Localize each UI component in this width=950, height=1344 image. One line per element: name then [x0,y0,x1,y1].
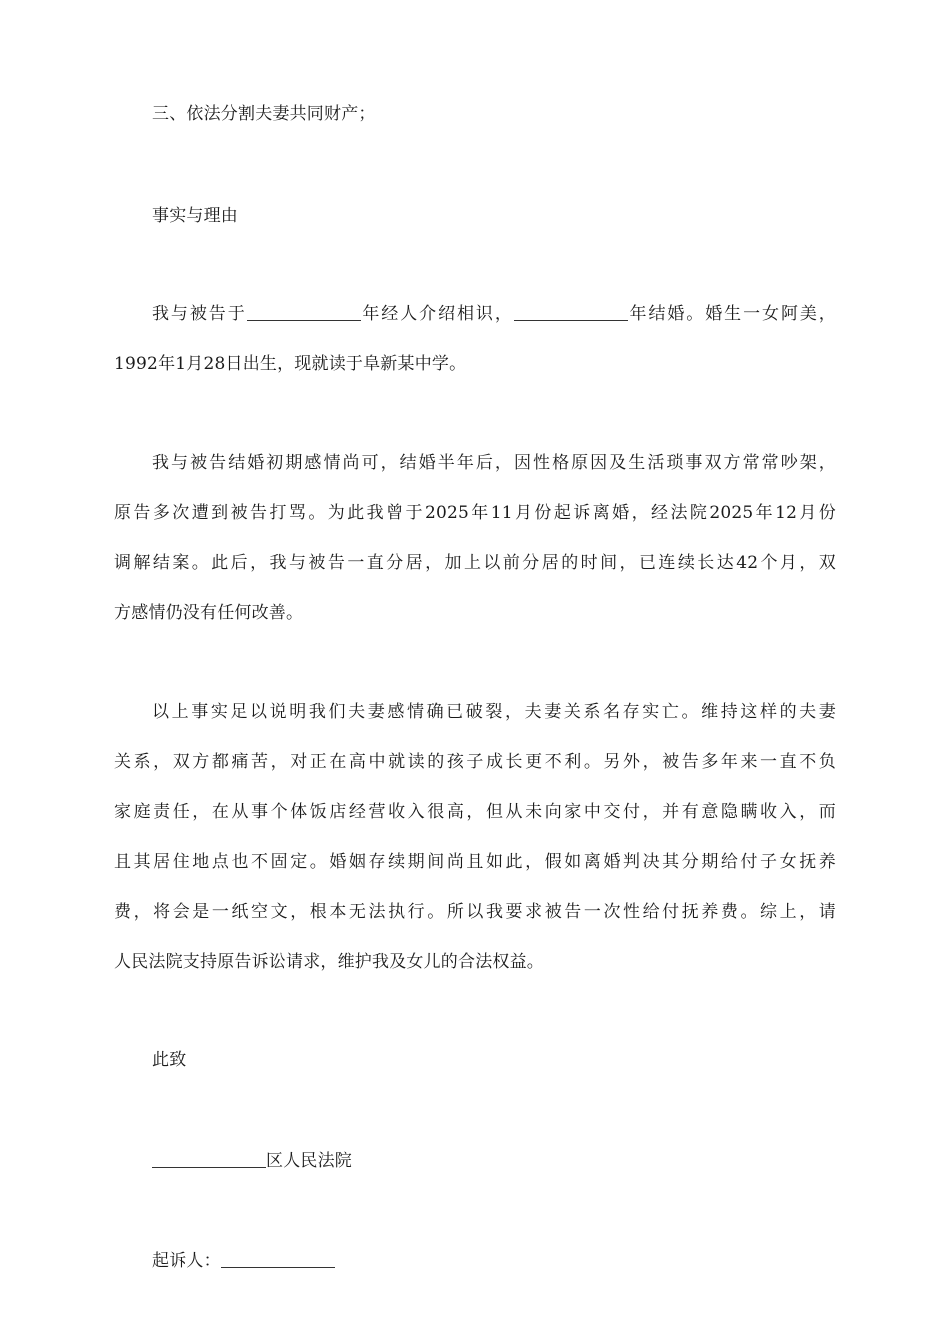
paragraph-2-line-1: 我与被告结婚初期感情尚可，结婚半年后，因性格原因及生活琐事双方常常吵架， [152,453,836,473]
paragraph-3-line-3: 家庭责任，在从事个体饭店经营收入很高，但从未向家中交付，并有意隐瞒收入，而 [114,802,836,822]
paragraph-3-line-6: 人民法院支持原告诉讼请求，维护我及女儿的合法权益。 [114,952,544,972]
paragraph-2-line-2: 原告多次遭到被告打骂。为此我曾于2025年11月份起诉离婚，经法院2025年12月份 [114,503,836,523]
salutation: 此致 [152,1050,187,1070]
blank-field-marriage-year[interactable] [514,304,628,321]
court-line [152,1149,836,1174]
paragraph-2-line-3: 调解结案。此后，我与被告一直分居，加上以前分居的时间，已连续长达42个月，双 [114,553,836,573]
claim-item-3: 三、依法分割夫妻共同财产； [152,104,376,124]
text-fragment: 年结婚。婚生一女阿美， [627,304,836,324]
plaintiff-label: 起诉人： [152,1251,221,1271]
blank-field-acquaint-year[interactable] [247,304,361,321]
court-suffix: 区人民法院 [266,1151,352,1171]
paragraph-1-line-2: 1992年1月28日出生，现就读于阜新某中学。 [114,354,467,374]
section-heading-facts: 事实与理由 [152,206,238,226]
blank-field-court-district[interactable] [152,1151,266,1168]
paragraph-3-line-1: 以上事实足以说明我们夫妻感情确已破裂，夫妻关系名存实亡。维持这样的夫妻 [152,702,836,722]
paragraph-3-line-4: 且其居住地点也不固定。婚姻存续期间尚且如此，假如离婚判决其分期给付子女抚养 [114,852,836,872]
blank-field-plaintiff-name[interactable] [221,1251,335,1268]
paragraph-2-line-4: 方感情仍没有任何改善。 [114,603,304,623]
paragraph-3-line-5: 费，将会是一纸空文，根本无法执行。所以我要求被告一次性给付抚养费。综上，请 [114,902,836,922]
text-fragment: 我与被告于 [152,304,247,324]
text-fragment: 年经人介绍相识， [360,304,514,324]
paragraph-3-line-2: 关系，双方都痛苦，对正在高中就读的孩子成长更不利。另外，被告多年来一直不负 [114,752,836,772]
paragraph-1-line-1 [152,302,836,327]
plaintiff-line [152,1249,836,1274]
